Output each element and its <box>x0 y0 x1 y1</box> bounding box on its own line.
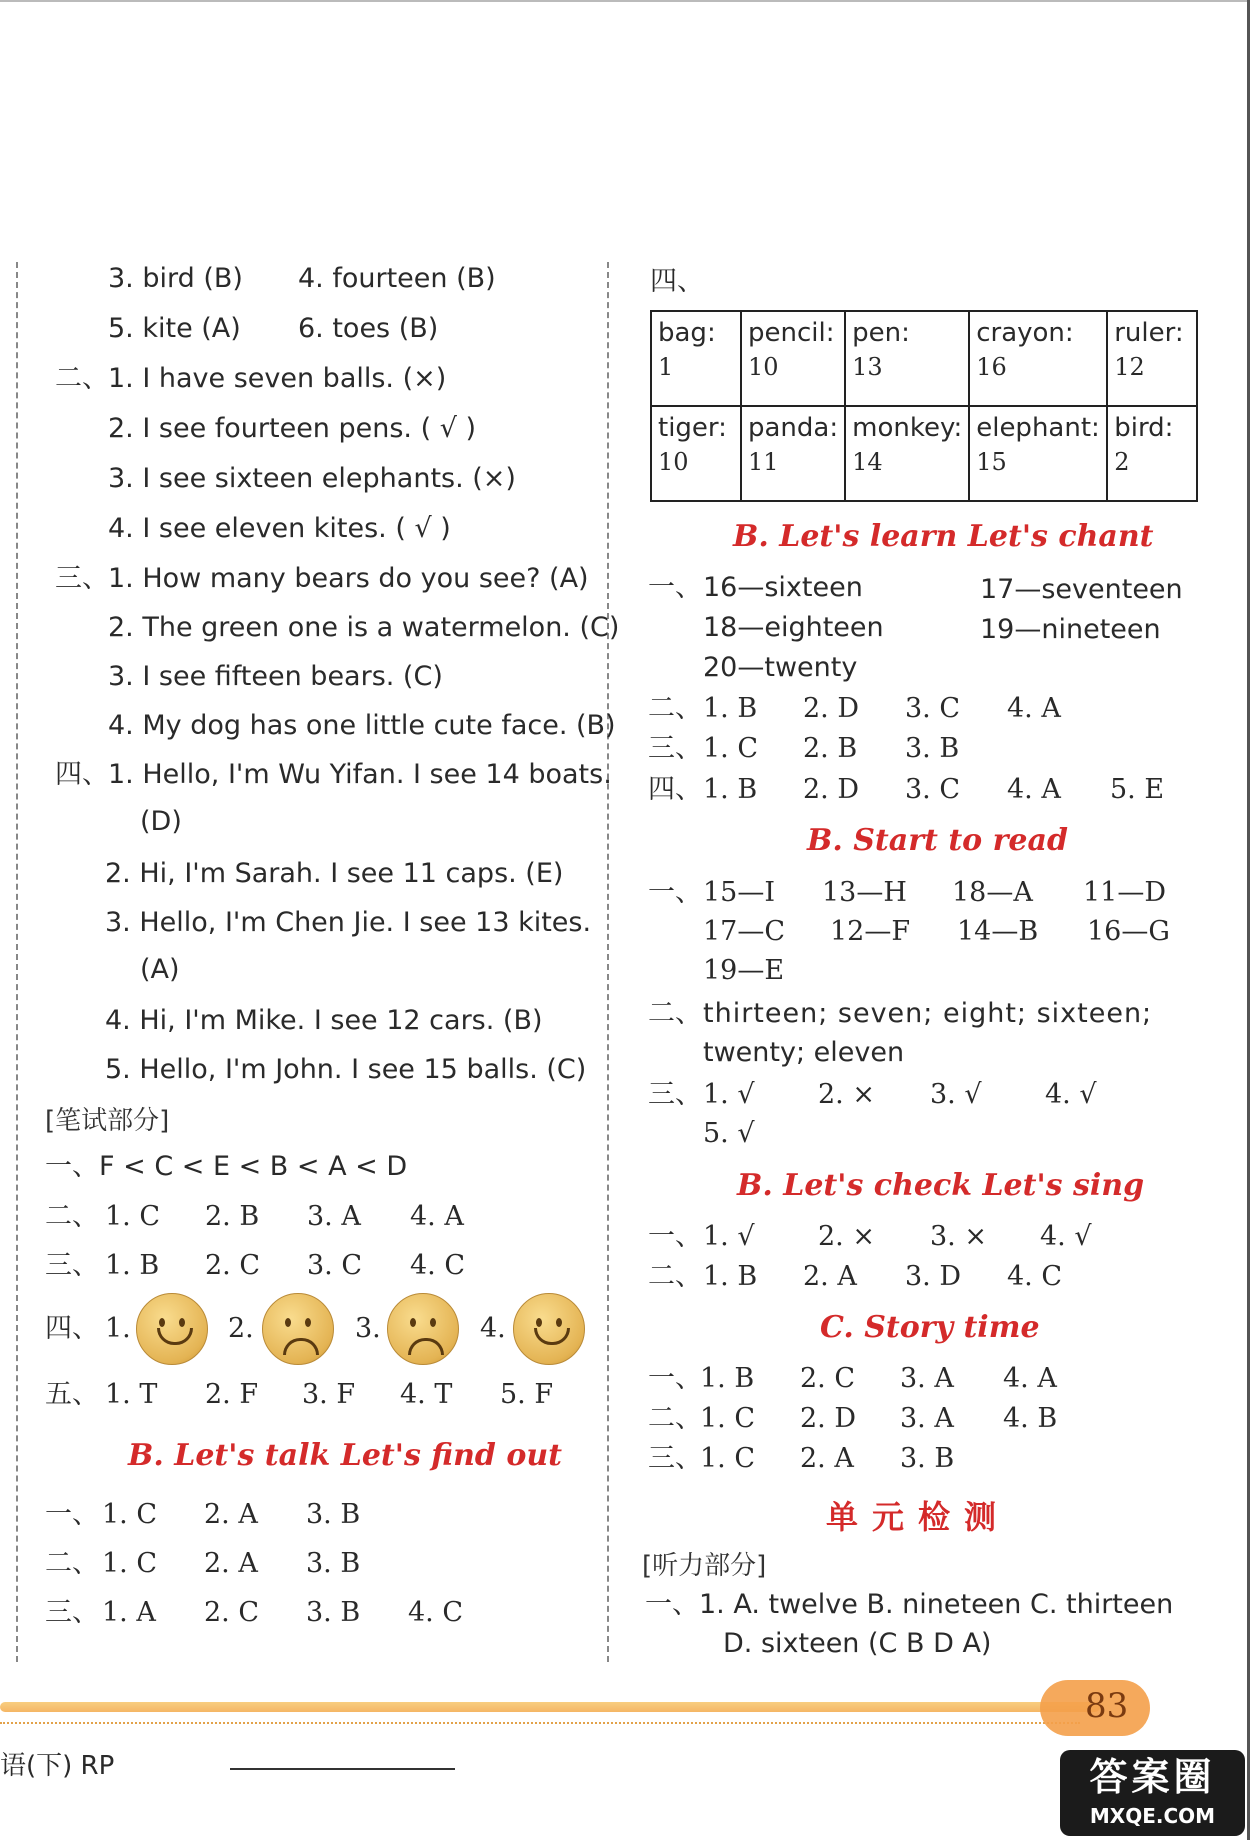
answer-line: 5. kite (A) <box>108 313 241 344</box>
table-row <box>651 406 1197 501</box>
answer-item: 4. A <box>410 1201 464 1232</box>
answer-item: 3. <box>355 1313 381 1344</box>
table-cell: tiger: 10 <box>651 406 741 501</box>
section-heading: B. Let's learn Let's chant <box>733 519 1154 554</box>
answer-item: thirteen; seven; eight; sixteen; <box>703 998 1153 1029</box>
answer-item: 1. C <box>700 1403 756 1434</box>
answer-line: D. sixteen (C B D A) <box>723 1628 992 1659</box>
answer-item: 11—D <box>1083 877 1167 908</box>
sad-face-icon <box>262 1293 334 1365</box>
question-number: 一、 <box>648 1363 702 1394</box>
listening-section-label: [听力部分] <box>642 1551 767 1581</box>
answer-item: 13—H <box>822 877 907 908</box>
sad-face-icon <box>387 1293 459 1365</box>
question-number: 四、 <box>55 759 109 790</box>
answer-item: 5. F <box>500 1379 554 1410</box>
answer-line: 1. Hello, I'm Wu Yifan. I see 14 boats. <box>108 759 612 790</box>
question-number: 四、 <box>650 266 704 297</box>
table-cell: panda: 11 <box>741 406 845 501</box>
answer-line: 4. My dog has one little cute face. (B) <box>108 710 616 741</box>
answer-line: 3. I see fifteen bears. (C) <box>108 661 443 692</box>
answer-item: 4. T <box>400 1379 453 1410</box>
question-number: 四、 <box>45 1313 99 1344</box>
answer-line: 一、1. A. twelve B. nineteen C. thirteen <box>645 1589 1174 1620</box>
answer-item: 16—sixteen <box>703 572 863 603</box>
answer-item: 2. A <box>800 1443 854 1474</box>
answer-item: 3. B <box>306 1499 361 1530</box>
written-section-label: [笔试部分] <box>45 1106 170 1136</box>
answer-line: 4. Hi, I'm Mike. I see 12 cars. (B) <box>105 1005 543 1036</box>
answer-line: 3. bird (B) <box>108 263 243 294</box>
answer-line: (D) <box>140 806 182 837</box>
answer-item: 3. √ <box>930 1079 982 1110</box>
table-cell: monkey: 14 <box>845 406 969 501</box>
answer-item: 4. <box>480 1313 506 1344</box>
answer-item: 2. <box>228 1313 254 1344</box>
answer-item: 4. √ <box>1045 1079 1097 1110</box>
answer-item: 1. B <box>703 1261 758 1292</box>
answer-item: 2. B <box>803 733 858 764</box>
answer-item: 3. B <box>306 1597 361 1628</box>
answer-item: 3. F <box>302 1379 356 1410</box>
answer-item: 1. C <box>703 733 759 764</box>
answer-item: 2. × <box>818 1221 875 1252</box>
answer-item: 2. D <box>803 693 859 724</box>
answer-item: 1. √ <box>703 1221 755 1252</box>
answer-item: 18—A <box>952 877 1033 908</box>
answer-item: 2. C <box>800 1363 856 1394</box>
question-number: 二、 <box>648 1403 702 1434</box>
table-cell: pen: 13 <box>845 311 969 406</box>
answer-item: 3. × <box>930 1221 987 1252</box>
answer-item: 3. C <box>307 1250 363 1281</box>
table-cell: pencil: 10 <box>741 311 845 406</box>
answer-item: 4. A <box>1007 774 1061 805</box>
answer-item: 3. C <box>905 693 961 724</box>
question-number: 一、 <box>648 877 702 908</box>
question-number: 一、 <box>45 1499 99 1530</box>
top-border <box>0 0 1250 2</box>
question-number: 三、 <box>55 563 109 594</box>
question-number: 二、 <box>648 998 702 1029</box>
answer-item: 3. A <box>900 1363 954 1394</box>
answer-item: 3. C <box>905 774 961 805</box>
footer-dotted-line <box>0 1722 1080 1724</box>
answer-item: 1. C <box>102 1548 158 1579</box>
answer-item: 17—seventeen <box>980 574 1183 605</box>
answer-item: 1. B <box>105 1250 160 1281</box>
unit-test-heading: 单元检测 <box>826 1498 1011 1536</box>
question-number: 二、 <box>55 363 109 394</box>
question-number: 三、 <box>45 1250 99 1281</box>
answer-item: 2. A <box>204 1499 258 1530</box>
question-number: 五、 <box>45 1379 99 1410</box>
answer-item: 1. √ <box>703 1079 755 1110</box>
answer-item: 2. F <box>205 1379 259 1410</box>
answer-line: 5. Hello, I'm John. I see 15 balls. (C) <box>105 1054 587 1085</box>
table-cell: bag: 1 <box>651 311 741 406</box>
page-number: 83 <box>1085 1686 1129 1726</box>
answer-item: 2. × <box>818 1079 875 1110</box>
answer-item: 1. B <box>703 774 758 805</box>
answer-item: 2. D <box>803 774 859 805</box>
section-heading: B. Let's talk Let's find out <box>128 1438 563 1473</box>
footer-stripe <box>0 1702 1100 1712</box>
smiley-face-icon <box>513 1293 585 1365</box>
footer-underline <box>230 1768 455 1770</box>
answer-item: 4. C <box>410 1250 466 1281</box>
answer-item: 1. C <box>700 1443 756 1474</box>
answer-line: 4. I see eleven kites. ( √ ) <box>108 513 451 544</box>
question-number: 二、 <box>45 1201 99 1232</box>
answer-line: 一、F < C < E < B < A < D <box>45 1151 408 1182</box>
answer-item: 2. C <box>204 1597 260 1628</box>
answer-line: 6. toes (B) <box>298 313 439 344</box>
answer-line: 2. Hi, I'm Sarah. I see 11 caps. (E) <box>105 858 564 889</box>
answer-item: 3. D <box>905 1261 961 1292</box>
footer-book-label: 语(下) RP <box>0 1751 115 1781</box>
answer-item: 1. B <box>703 693 758 724</box>
answer-item: 2. B <box>205 1201 260 1232</box>
answer-item: 4. B <box>1003 1403 1058 1434</box>
section-heading: C. Story time <box>820 1310 1040 1345</box>
table-cell: elephant: 15 <box>969 406 1107 501</box>
answer-item: 2. D <box>800 1403 856 1434</box>
question-number: 四、 <box>648 774 702 805</box>
answer-line: 4. fourteen (B) <box>298 263 496 294</box>
question-number: 二、 <box>648 693 702 724</box>
question-number: 二、 <box>45 1548 99 1579</box>
answer-item: 5. √ <box>703 1118 755 1149</box>
answer-item: 3. A <box>900 1403 954 1434</box>
answer-item: 4. C <box>1007 1261 1063 1292</box>
answer-item: 20—twenty <box>703 652 858 683</box>
watermark-logo: 答案圈 MXQE.COM <box>1060 1750 1245 1836</box>
answer-line: 1. I have seven balls. (×) <box>108 363 447 394</box>
answer-line: 1. How many bears do you see? (A) <box>108 563 589 594</box>
answer-item: 4. A <box>1007 693 1061 724</box>
answer-item: 4. C <box>408 1597 464 1628</box>
answer-item: 1. T <box>105 1379 158 1410</box>
answer-line: 2. I see fourteen pens. ( √ ) <box>108 413 477 444</box>
answer-item: 1. <box>105 1313 131 1344</box>
question-number: 二、 <box>648 1261 702 1292</box>
answer-item: 2. A <box>803 1261 857 1292</box>
question-number: 三、 <box>648 1079 702 1110</box>
answer-line: (A) <box>140 954 180 985</box>
answer-line: 3. I see sixteen elephants. (×) <box>108 463 516 494</box>
question-number: 三、 <box>648 1443 702 1474</box>
answer-item: 2. C <box>205 1250 261 1281</box>
answer-item: 15—I <box>703 877 776 908</box>
question-number: 一、 <box>648 572 702 603</box>
answer-item: 17—C <box>703 916 786 947</box>
answer-item: 5. E <box>1110 774 1165 805</box>
answer-item: 18—eighteen <box>703 612 884 643</box>
answer-item: 12—F <box>830 916 911 947</box>
smiley-face-icon <box>136 1293 208 1365</box>
table-cell: crayon: 16 <box>969 311 1107 406</box>
section-heading: B. Let's check Let's sing <box>737 1168 1145 1203</box>
answer-item: 3. B <box>905 733 960 764</box>
answer-item: 16—G <box>1087 916 1170 947</box>
answer-item: 19—nineteen <box>980 614 1161 645</box>
answer-line: 3. Hello, I'm Chen Jie. I see 13 kites. <box>105 907 592 938</box>
answer-item: 4. A <box>1003 1363 1057 1394</box>
question-number: 三、 <box>45 1597 99 1628</box>
vocab-table <box>650 310 1198 502</box>
section-heading: B. Start to read <box>807 823 1068 858</box>
left-dashed-divider <box>16 262 18 1662</box>
answer-item: 3. B <box>306 1548 361 1579</box>
question-number: 三、 <box>648 733 702 764</box>
table-cell: ruler: 12 <box>1107 311 1197 406</box>
table-cell: bird: 2 <box>1107 406 1197 501</box>
answer-item: 3. B <box>900 1443 955 1474</box>
answer-item: 2. A <box>204 1548 258 1579</box>
answer-line: 2. The green one is a watermelon. (C) <box>108 612 620 643</box>
answer-item: 1. C <box>105 1201 161 1232</box>
answer-item: 1. C <box>102 1499 158 1530</box>
question-number: 一、 <box>648 1221 702 1252</box>
table-row <box>651 311 1197 406</box>
answer-item: 19—E <box>703 955 785 986</box>
answer-item: twenty; eleven <box>703 1037 905 1068</box>
answer-item: 1. B <box>700 1363 755 1394</box>
answer-item: 3. A <box>307 1201 361 1232</box>
middle-dashed-divider <box>607 262 609 1662</box>
answer-item: 1. A <box>102 1597 156 1628</box>
answer-item: 14—B <box>957 916 1039 947</box>
answer-item: 4. √ <box>1040 1221 1092 1252</box>
